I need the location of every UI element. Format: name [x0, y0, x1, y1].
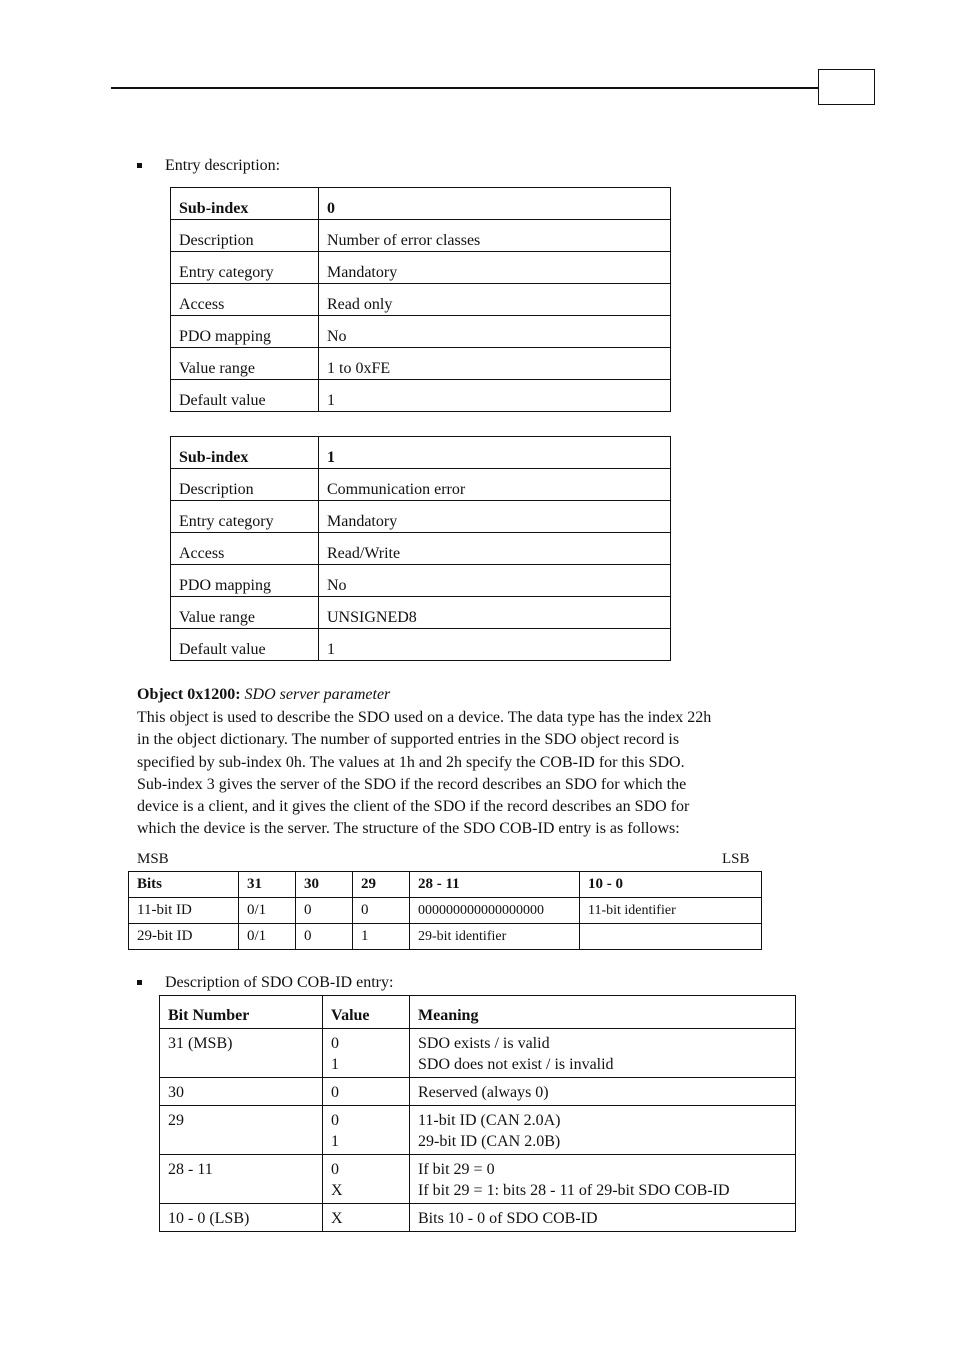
table-cell: 11-bit identifier [580, 898, 762, 924]
table-cell: PDO mapping [171, 565, 319, 597]
table-row [171, 380, 671, 412]
table-cell: 1 to 0xFE [319, 348, 671, 380]
sub-index-1-table [170, 436, 671, 661]
table-row [171, 220, 671, 252]
paragraph-line: in the object dictionary. The number of supported entries in the SDO object record is [137, 731, 680, 749]
table-row [171, 348, 671, 380]
meaning-line: Bits 10 - 0 of SDO COB-ID [418, 1210, 598, 1227]
table-cell: 000000000000000000 [410, 898, 580, 924]
table-cell: 0 [319, 188, 671, 220]
sub-index-0-table [170, 187, 671, 412]
table-header-cell: 31 [239, 872, 296, 898]
bit-number-cell: 31 (MSB) [160, 1029, 323, 1078]
value-cell [323, 1029, 410, 1078]
table-cell: Sub-index [171, 437, 319, 469]
table-row [171, 188, 671, 220]
msb-label: MSB [137, 851, 169, 867]
table-row [171, 501, 671, 533]
table-cell: 1 [319, 629, 671, 661]
table-cell: Read/Write [319, 533, 671, 565]
meaning-line: 29-bit ID (CAN 2.0B) [418, 1133, 561, 1150]
table-row [171, 437, 671, 469]
table-cell: Value range [171, 348, 319, 380]
table-cell: Entry category [171, 252, 319, 284]
table-header-cell: Meaning [410, 996, 796, 1029]
header-rule [111, 87, 819, 89]
table-cell: Read only [319, 284, 671, 316]
cob-id-description-table [159, 995, 796, 1232]
table-row [129, 898, 762, 924]
table-cell: 0/1 [239, 898, 296, 924]
bit-number-cell: 28 - 11 [160, 1155, 323, 1204]
table-cell: No [319, 565, 671, 597]
table-header-cell: 28 - 11 [410, 872, 580, 898]
table-cell: 0 [353, 898, 410, 924]
table-cell: 1 [319, 380, 671, 412]
table-cell: Description [171, 220, 319, 252]
meaning-line: If bit 29 = 1: bits 28 - 11 of 29-bit SDO COB-ID [418, 1182, 730, 1199]
bullet-square-icon [137, 980, 142, 985]
table-header-cell: 29 [353, 872, 410, 898]
object-paragraph [137, 707, 827, 841]
table-cell: Mandatory [319, 252, 671, 284]
meaning-cell [410, 1078, 796, 1106]
value-cell [323, 1204, 410, 1232]
meaning-line: Reserved (always 0) [418, 1084, 549, 1101]
table-cell [580, 924, 762, 950]
table-row [160, 1078, 796, 1106]
meaning-line: SDO does not exist / is invalid [418, 1056, 614, 1073]
meaning-cell [410, 1204, 796, 1232]
lsb-label: LSB [722, 851, 750, 867]
meaning-cell [410, 1155, 796, 1204]
table-cell: Description [171, 469, 319, 501]
table-header-cell: Bits [129, 872, 239, 898]
cob-id-bits-table [128, 871, 762, 950]
object-title-bold: Object 0x1200: [137, 686, 241, 703]
table-cell: No [319, 316, 671, 348]
table-row [171, 597, 671, 629]
bullet-square-icon [137, 163, 142, 168]
table-cell: Access [171, 284, 319, 316]
value-line: X [331, 1210, 343, 1227]
table-row [171, 316, 671, 348]
meaning-line: If bit 29 = 0 [418, 1161, 495, 1178]
table-row [171, 469, 671, 501]
table-header-row [160, 996, 796, 1029]
page-number-box [818, 69, 875, 105]
table-header-cell: 10 - 0 [580, 872, 762, 898]
table-cell: 11-bit ID [129, 898, 239, 924]
table-cell: Communication error [319, 469, 671, 501]
table-cell: 29-bit identifier [410, 924, 580, 950]
bit-number-cell: 29 [160, 1106, 323, 1155]
paragraph-line: device is a client, and it gives the client of the SDO if the record describes an SDO for [137, 798, 690, 816]
table-cell: Access [171, 533, 319, 565]
table-row [129, 924, 762, 950]
table-cell: UNSIGNED8 [319, 597, 671, 629]
bullet-text: Description of SDO COB-ID entry: [165, 974, 394, 991]
table-cell: Default value [171, 629, 319, 661]
value-line: 1 [331, 1133, 339, 1150]
table-row [171, 252, 671, 284]
table-row [171, 533, 671, 565]
value-line: 0 [331, 1084, 339, 1101]
table-header-cell: Bit Number [160, 996, 323, 1029]
table-cell: Entry category [171, 501, 319, 533]
object-heading [137, 686, 390, 704]
table-cell: Default value [171, 380, 319, 412]
paragraph-line: which the device is the server. The structure of the SDO COB-ID entry is as follows: [137, 820, 680, 838]
table-cell: 0 [296, 898, 353, 924]
meaning-cell [410, 1029, 796, 1078]
meaning-line: SDO exists / is valid [418, 1035, 550, 1052]
table-row [160, 1106, 796, 1155]
value-line: X [331, 1182, 343, 1199]
object-title-italic: SDO server parameter [244, 686, 391, 703]
value-line: 0 [331, 1161, 339, 1178]
table-row [171, 284, 671, 316]
table-row [171, 629, 671, 661]
table-header-cell: Value [323, 996, 410, 1029]
bit-number-cell: 30 [160, 1078, 323, 1106]
paragraph-line: specified by sub-index 0h. The values at 1h and 2h specify the COB-ID for this SDO. [137, 753, 685, 771]
bullet-text: Entry description: [165, 157, 281, 174]
table-cell: 1 [353, 924, 410, 950]
value-line: 1 [331, 1056, 339, 1073]
table-row [160, 1029, 796, 1078]
table-cell: 1 [319, 437, 671, 469]
table-cell: 0 [296, 924, 353, 950]
table-cell: Sub-index [171, 188, 319, 220]
value-cell [323, 1155, 410, 1204]
table-row [160, 1204, 796, 1232]
meaning-line: 11-bit ID (CAN 2.0A) [418, 1112, 561, 1129]
value-line: 0 [331, 1112, 339, 1129]
paragraph-line: This object is used to describe the SDO used on a device. The data type has the index 22h [137, 709, 712, 726]
meaning-cell [410, 1106, 796, 1155]
table-cell: Value range [171, 597, 319, 629]
table-cell: 0/1 [239, 924, 296, 950]
table-cell: 29-bit ID [129, 924, 239, 950]
table-cell: Mandatory [319, 501, 671, 533]
table-row [160, 1155, 796, 1204]
value-cell [323, 1106, 410, 1155]
table-row [171, 565, 671, 597]
table-cell: Number of error classes [319, 220, 671, 252]
bit-number-cell: 10 - 0 (LSB) [160, 1204, 323, 1232]
value-line: 0 [331, 1035, 339, 1052]
table-cell: PDO mapping [171, 316, 319, 348]
table-header-cell: 30 [296, 872, 353, 898]
value-cell [323, 1078, 410, 1106]
paragraph-line: Sub-index 3 gives the server of the SDO if the record describes an SDO for which the [137, 775, 687, 793]
table-header-row [129, 872, 762, 898]
